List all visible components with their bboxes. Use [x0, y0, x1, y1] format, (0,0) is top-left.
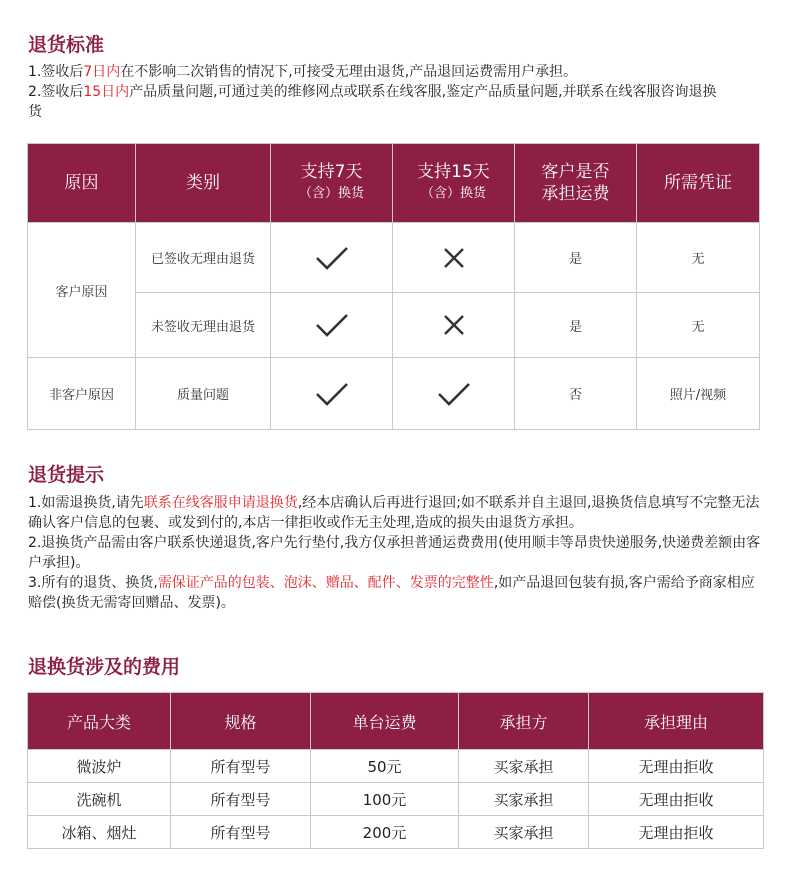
- category-quality-issue: 质量问题: [136, 358, 271, 430]
- standard-line-2: [28, 82, 718, 122]
- cell-reason: 无理由拒收: [589, 816, 764, 849]
- reason-non-customer: 非客户原因: [28, 358, 136, 430]
- line2-pre: 2.签收后: [28, 84, 84, 100]
- check-icon: [271, 358, 393, 430]
- cell-bearer: 买家承担: [459, 816, 589, 849]
- category-signed-no-reason: 已签收无理由退货: [136, 223, 271, 293]
- cell-spec: 所有型号: [171, 783, 311, 816]
- header-support-7-days: 支持7天 （含）换货: [271, 144, 393, 223]
- cell-fee: 200元: [311, 816, 459, 849]
- line1-pre: 1.签收后: [28, 64, 84, 80]
- cell-spec: 所有型号: [171, 750, 311, 783]
- return-tips-text: [28, 493, 763, 613]
- header-product-category: 产品大类: [28, 693, 171, 750]
- section-title-return-standard: 退货标准: [28, 34, 105, 56]
- table-row: [28, 750, 764, 783]
- line2-highlight: 15日内: [83, 84, 130, 100]
- tip1-post: ,经本店确认后再进行退回;如不联系并自主退回,退换货信息填写不完整无法确认客户信息的包裹、或发到付的,本店一律拒收或作无主处理,造成的损失由退货方承担。: [28, 495, 760, 531]
- check-icon: [393, 358, 515, 430]
- tip3-pre: 3.所有的退货、换货,: [28, 575, 158, 591]
- tip-2: 2.退换货产品需由客户联系快递退货,客户先行垫付,我方仅承担普通运费费用(使用顺丰等昂贵快递服务,快递费差额由客户承担)。: [28, 535, 761, 571]
- category-unsigned-no-reason: 未签收无理由退货: [136, 293, 271, 358]
- header-proof: 所需凭证: [637, 144, 760, 223]
- header-spec: 规格: [171, 693, 311, 750]
- cell-bearer: 买家承担: [459, 783, 589, 816]
- table-row: [28, 293, 760, 358]
- header-customer-shipping: 客户是否 承担运费: [515, 144, 637, 223]
- return-policy-table: [27, 143, 760, 430]
- tip1-highlight: 联系在线客服申请退换货: [143, 495, 298, 511]
- line1-post: 在不影响二次销售的情况下,可接受无理由退货,产品退回运费需用户承担。: [120, 64, 578, 80]
- cell-fee: 50元: [311, 750, 459, 783]
- cross-icon: [393, 293, 515, 358]
- header-reason: 原因: [28, 144, 136, 223]
- proof-value: 照片/视频: [637, 358, 760, 430]
- shipping-value: 是: [515, 293, 637, 358]
- cross-icon: [393, 223, 515, 293]
- table-header-row: [28, 144, 760, 223]
- cell-product: 洗碗机: [28, 783, 171, 816]
- tip-3: [28, 573, 763, 613]
- fees-header-row: [28, 693, 764, 750]
- cell-product: 冰箱、烟灶: [28, 816, 171, 849]
- table-row: [28, 223, 760, 293]
- check-icon: [271, 293, 393, 358]
- cell-spec: 所有型号: [171, 816, 311, 849]
- line2-post: 产品质量问题,可通过美的维修网点或联系在线客服,鉴定产品质量问题,并联系在线客服咨询退换货: [28, 84, 717, 120]
- tip3-highlight: 需保证产品的包装、泡沫、赠品、配件、发票的完整性: [157, 575, 494, 591]
- tip-1: [28, 493, 763, 533]
- shipping-value: 否: [515, 358, 637, 430]
- cell-reason: 无理由拒收: [589, 783, 764, 816]
- tip3-post: ,如产品退回包装有损,客户需给予商家相应赔偿(换货无需寄回赠品、发票)。: [28, 575, 755, 611]
- cell-product: 微波炉: [28, 750, 171, 783]
- section-title-return-tips: 退货提示: [28, 464, 105, 486]
- check-icon: [271, 223, 393, 293]
- table-row: [28, 358, 760, 430]
- proof-value: 无: [637, 223, 760, 293]
- return-standard-text: [28, 62, 768, 122]
- header-category: 类别: [136, 144, 271, 223]
- reason-customer: 客户原因: [28, 223, 136, 358]
- tip1-pre: 1.如需退换货,请先: [28, 495, 144, 511]
- cell-reason: 无理由拒收: [589, 750, 764, 783]
- table-row: [28, 783, 764, 816]
- proof-value: 无: [637, 293, 760, 358]
- shipping-value: 是: [515, 223, 637, 293]
- header-support-15-days: 支持15天 （含）换货: [393, 144, 515, 223]
- header-bearer: 承担方: [459, 693, 589, 750]
- line1-highlight: 7日内: [83, 64, 121, 80]
- header-unit-shipping: 单台运费: [311, 693, 459, 750]
- standard-line-1: [28, 62, 768, 82]
- return-fees-table: [27, 692, 764, 849]
- section-title-return-fees: 退换货涉及的费用: [28, 656, 181, 678]
- table-row: [28, 816, 764, 849]
- cell-fee: 100元: [311, 783, 459, 816]
- cell-bearer: 买家承担: [459, 750, 589, 783]
- header-bearer-reason: 承担理由: [589, 693, 764, 750]
